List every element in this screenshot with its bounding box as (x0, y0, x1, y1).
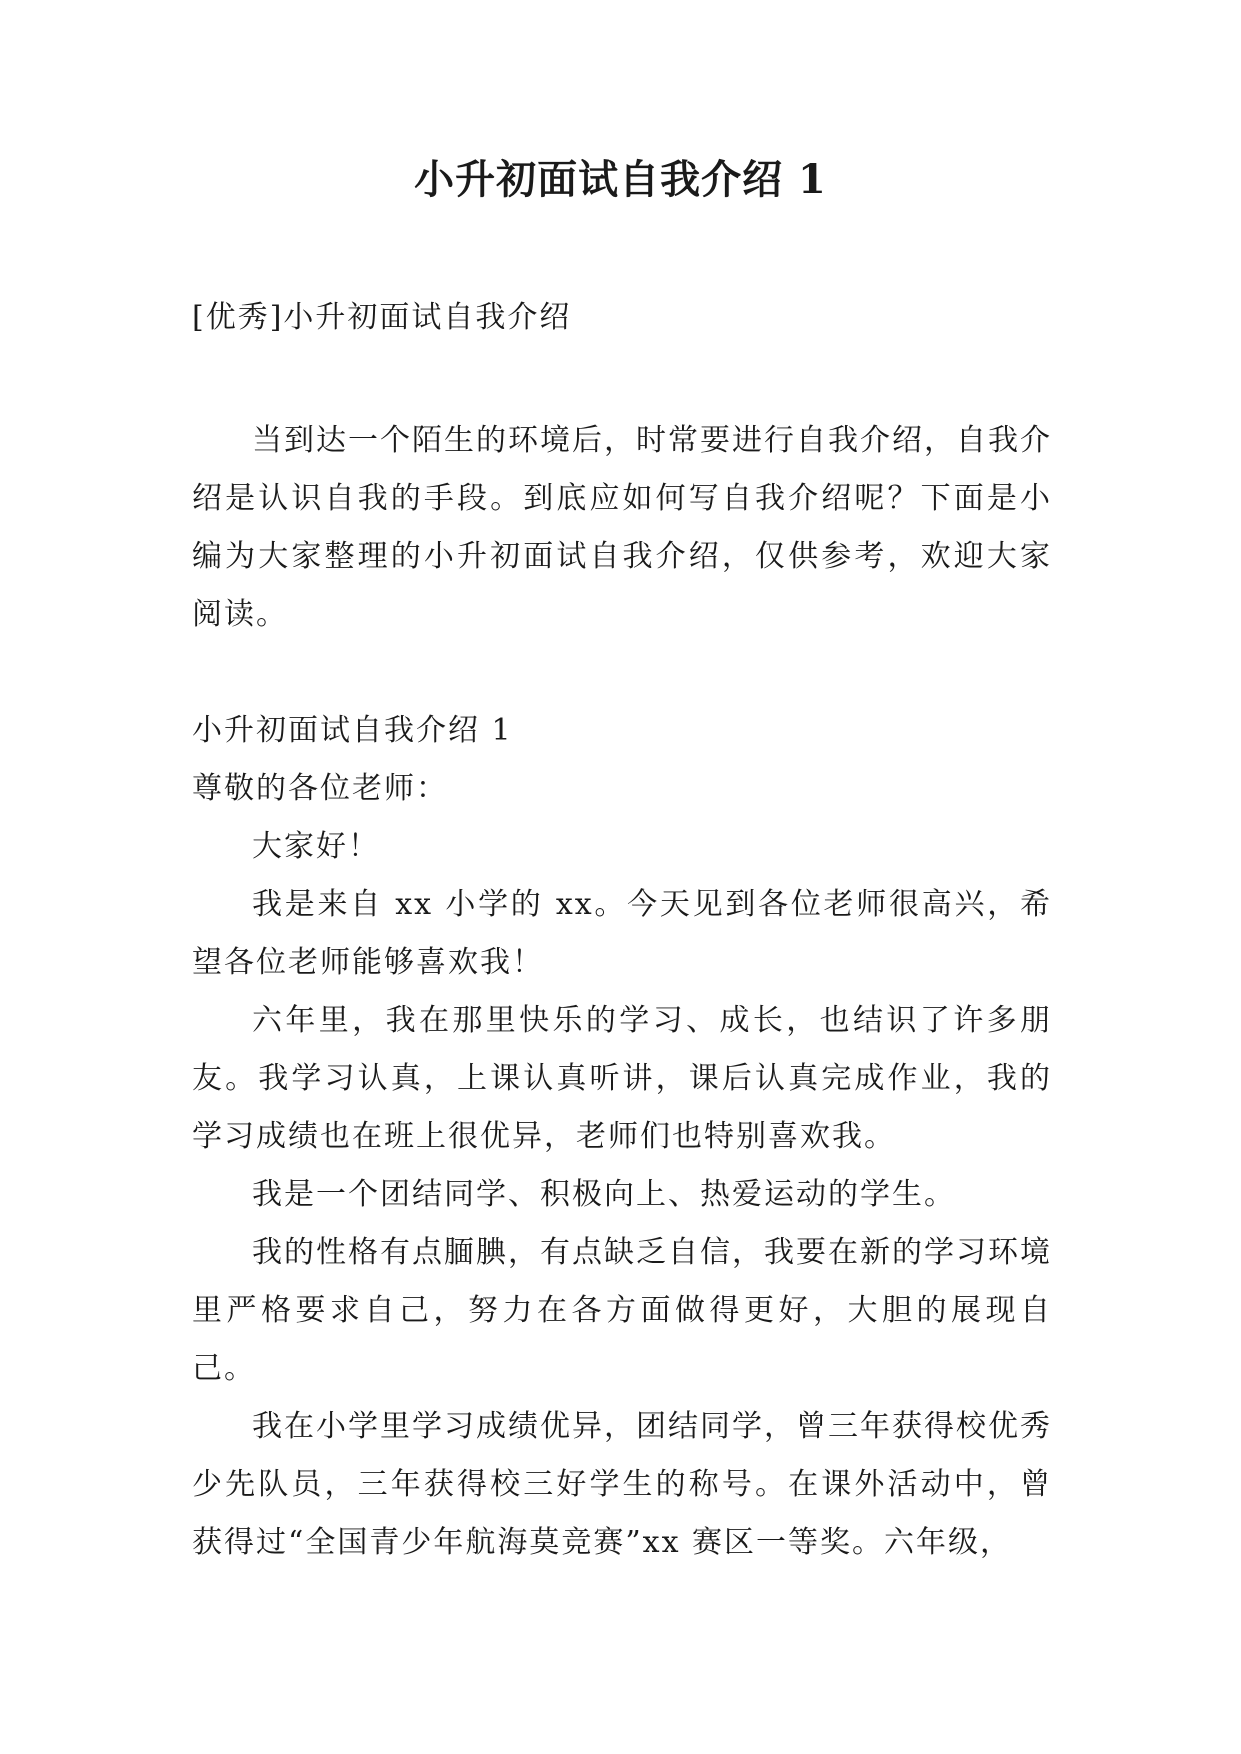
section-heading: 小升初面试自我介绍 1 (192, 713, 513, 748)
body-paragraph: 我的性格有点腼腆，有点缺乏自信，我要在新的学习环境里严格要求自己，努力在各方面做得更好，大胆的展现自己。 (192, 1235, 1052, 1386)
body-paragraph: 大家好！ (252, 829, 380, 864)
document-title: 小升初面试自我介绍 1 (414, 156, 827, 203)
body-paragraph: 我是来自 xx 小学的 xx。今天见到各位老师很高兴，希望各位老师能够喜欢我！ (192, 887, 1052, 980)
body-paragraph: 六年里，我在那里快乐的学习、成长，也结识了许多朋友。我学习认真，上课认真听讲，课后认真完成作业，我的学习成绩也在班上很优异，老师们也特别喜欢我。 (192, 1003, 1052, 1154)
intro-paragraph: 当到达一个陌生的环境后，时常要进行自我介绍，自我介绍是认识自我的手段。到底应如何写自我介绍呢？下面是小编为大家整理的小升初面试自我介绍，仅供参考，欢迎大家阅读。 (192, 423, 1052, 632)
body-paragraph: 我是一个团结同学、积极向上、热爱运动的学生。 (252, 1177, 956, 1212)
document-body (192, 412, 1052, 1572)
document-subtitle: [优秀]小升初面试自我介绍 (192, 300, 572, 335)
body-paragraph: 我在小学里学习成绩优异，团结同学，曾三年获得校优秀少先队员，三年获得校三好学生的称号。在课外活动中，曾获得过“全国青少年航海莫竞赛”xx 赛区一等奖。六年级， (192, 1409, 1052, 1560)
salutation: 尊敬的各位老师： (192, 771, 448, 806)
